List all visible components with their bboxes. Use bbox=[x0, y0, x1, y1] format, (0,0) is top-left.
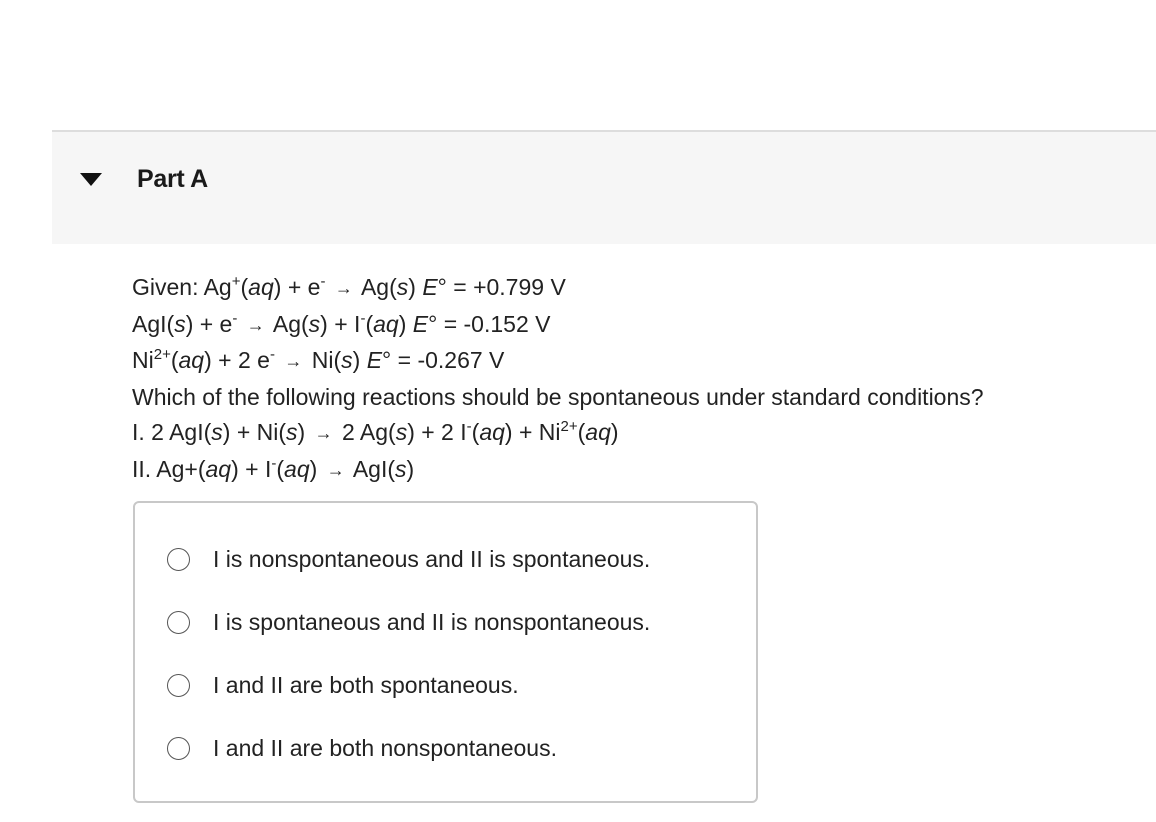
option-3[interactable] bbox=[167, 669, 519, 701]
reaction-ii: II. Ag+(aq) + I-(aq) → AgI(s) bbox=[132, 454, 415, 482]
given-reaction-2: AgI(s) + e- → Ag(s) + I-(aq) E° = -0.152 V bbox=[132, 309, 551, 337]
question-prompt: Which of the following reactions should be spontaneous under standard conditions? bbox=[132, 383, 984, 410]
radio-button[interactable] bbox=[167, 737, 190, 760]
part-a-header[interactable] bbox=[52, 130, 1156, 244]
arrow-icon: → bbox=[246, 314, 265, 335]
option-label[interactable]: I is spontaneous and II is nonspontaneous. bbox=[213, 608, 651, 635]
question-text bbox=[132, 270, 984, 488]
arrow-icon: → bbox=[334, 278, 353, 298]
arrow-icon: → bbox=[284, 351, 303, 371]
option-label[interactable]: I and II are both spontaneous. bbox=[213, 671, 519, 698]
radio-button[interactable] bbox=[167, 611, 190, 634]
caret-down-icon[interactable] bbox=[80, 173, 102, 186]
given-reaction-3: $Ni^{2+}(aq) + 2$ e- → Ni(s) E° = -0.267 V bbox=[132, 346, 505, 373]
part-title: Part A bbox=[137, 165, 208, 193]
answer-options bbox=[133, 501, 758, 803]
radio-button[interactable] bbox=[167, 674, 190, 697]
option-4[interactable] bbox=[167, 732, 557, 764]
option-label[interactable]: I is nonspontaneous and II is spontaneous. bbox=[213, 545, 651, 572]
radio-button[interactable] bbox=[167, 548, 190, 571]
option-1[interactable] bbox=[167, 543, 650, 575]
arrow-icon: → bbox=[314, 423, 333, 443]
option-label[interactable]: I and II are both nonspontaneous. bbox=[213, 734, 557, 761]
arrow-icon: → bbox=[326, 459, 345, 480]
reaction-i: I. 2 AgI(s) + Ni(s) → 2 Ag(s) + 2 $I^-(aq) + Ni^{2+}(aq)$ bbox=[132, 418, 619, 445]
given-reaction-1: Given: Ag+(aq) + e- → Ag(s) E° = +0.799 V bbox=[132, 273, 566, 300]
option-2[interactable] bbox=[167, 606, 650, 638]
